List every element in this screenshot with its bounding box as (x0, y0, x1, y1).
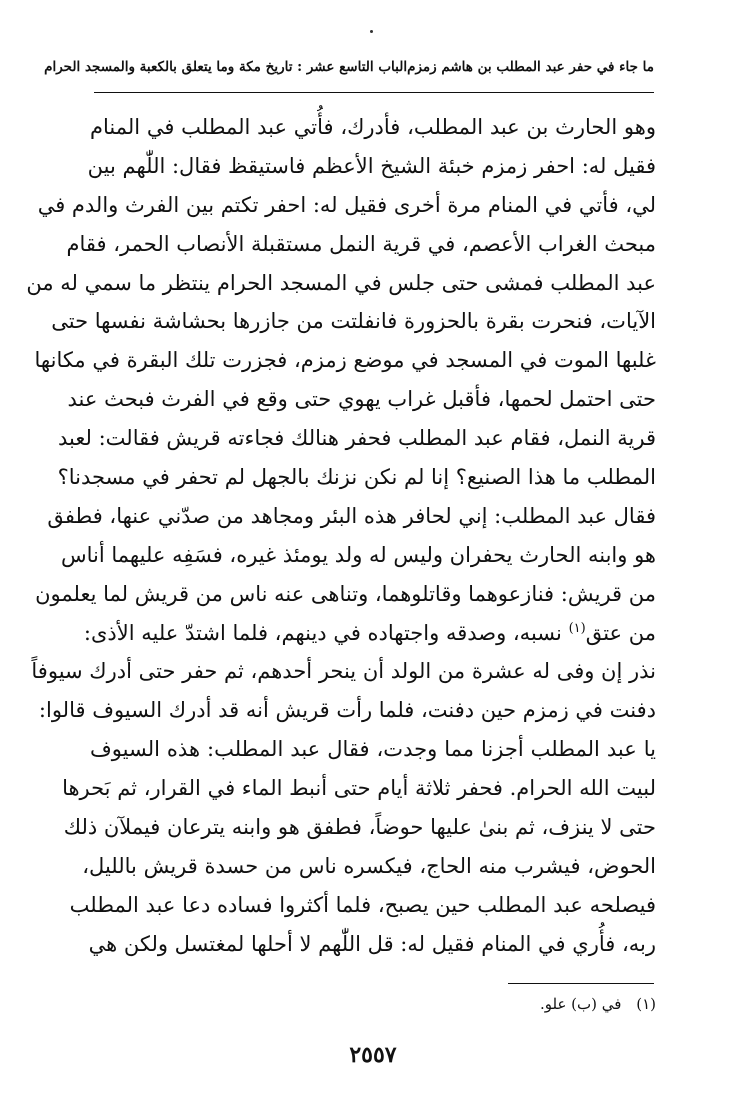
text-line: وهو الحارث بن عبد المطلب، فأدرك، فأُتي عبد المطلب في المنام (90, 115, 656, 139)
text-line: عبد المطلب فمشى حتى جلس في المسجد الحرام ينتظر ما سمي له من (26, 270, 656, 295)
text-line: يا عبد المطلب أجزنا مما وجدت، فقال عبد المطلب: هذه السيوف (90, 737, 656, 762)
text-line: غلبها الموت في المسجد في موضع زمزم، فجزرت تلك البقرة في مكانها (34, 348, 656, 373)
page-number: ٢٥٥٧ (349, 1042, 397, 1068)
running-header-chapter: الباب التاسع عشر : تاريخ مكة وما يتعلق بالكعبة والمسجد الحرام (44, 59, 408, 75)
text-line: المطلب ما هذا الصنيع؟ إنا لم نكن نزنك بالجهل لم تحفر في مسجدنا؟ (57, 465, 656, 490)
header-divider (94, 92, 654, 93)
page-mark-dot (370, 30, 373, 33)
text-line: حتى احتمل لحمها، فأقبل غراب يهوي حتى وقع في الفرث فبحث عند (67, 387, 656, 412)
text-line (83, 614, 656, 653)
text-line: الحوض، فيشرب منه الحاج، فيكسره ناس من حسدة قريش بالليل، (82, 853, 656, 878)
text-line: فقيل له: احفر زمزم خبئة الشيخ الأعظم فاستيقظ فقال: اللّٰهم بين (87, 153, 656, 178)
footnote-reference: (١) (568, 620, 586, 636)
text-line: دفنت في زمزم حين دفنت، فلما رأت قريش أنه قد أدرك السيوف قالوا: (38, 698, 656, 723)
text-line: الآيات، فنحرت بقرة بالحزورة فانفلتت من جازرها بحشاشة نفسها حتى (51, 309, 656, 334)
text-line: لبيت الله الحرام. فحفر ثلاثة أيام حتى أنبط الماء في القرار، ثم بَحرها (62, 776, 656, 801)
text-line: ربه، فأُري في المنام فقيل له: قل اللّٰهم لا أحلها لمغتسل ولكن هي (88, 931, 656, 956)
footnote-text: في (ب) علو. (539, 995, 622, 1013)
text-line-rest: نسبه، وصدقه واجتهاده في دينهم، فلما اشتدّ عليه الأذى: (83, 620, 562, 645)
footnote-divider (508, 983, 654, 984)
text-line-prefix: من عتق (585, 620, 656, 645)
text-line: قرية النمل، فقام عبد المطلب فحفر هنالك فجاءته قريش فقالت: لعبد (58, 426, 656, 451)
text-line: لي، فأتي في المنام مرة أخرى فقيل له: احفر تكتم بين الفرث والدم في (37, 192, 656, 217)
text-line: مبحث الغراب الأعصم، في قرية النمل مستقبلة الأنصاب الحمر، فقام (66, 231, 656, 256)
text-line: من قريش: فنازعوهما وقاتلوهما، وتناهى عنه ناس من قريش لما يعلمون (35, 581, 656, 606)
text-line: فقال عبد المطلب: إني لحافر هذه البئر ومجاهد من صدّني عنها، فطفق (47, 503, 656, 528)
text-line: هو وابنه الحارث يحفران وليس له ولد يومئذ غيره، فسَفِه عليهما أناس (61, 542, 656, 567)
main-text (26, 108, 656, 964)
footnote-number: (١) (636, 995, 656, 1013)
running-header-section: ما جاء في حفر عبد المطلب بن هاشم زمزم (407, 59, 654, 75)
text-line: حتى لا ينزف، ثم بنىٰ عليها حوضاً، فطفق هو وابنه يترعان فيملآن ذلك (63, 815, 656, 840)
running-header (44, 52, 654, 82)
text-line: نذر إن وفى له عشرة من الولد أن ينحر أحدهم، ثم حفر حتى أدرك سيوفاً (31, 659, 656, 684)
footnote (380, 995, 656, 1013)
text-line: فيصلحه عبد المطلب حين يصبح، فلما أكثروا فساده دعا عبد المطلب (69, 892, 656, 917)
